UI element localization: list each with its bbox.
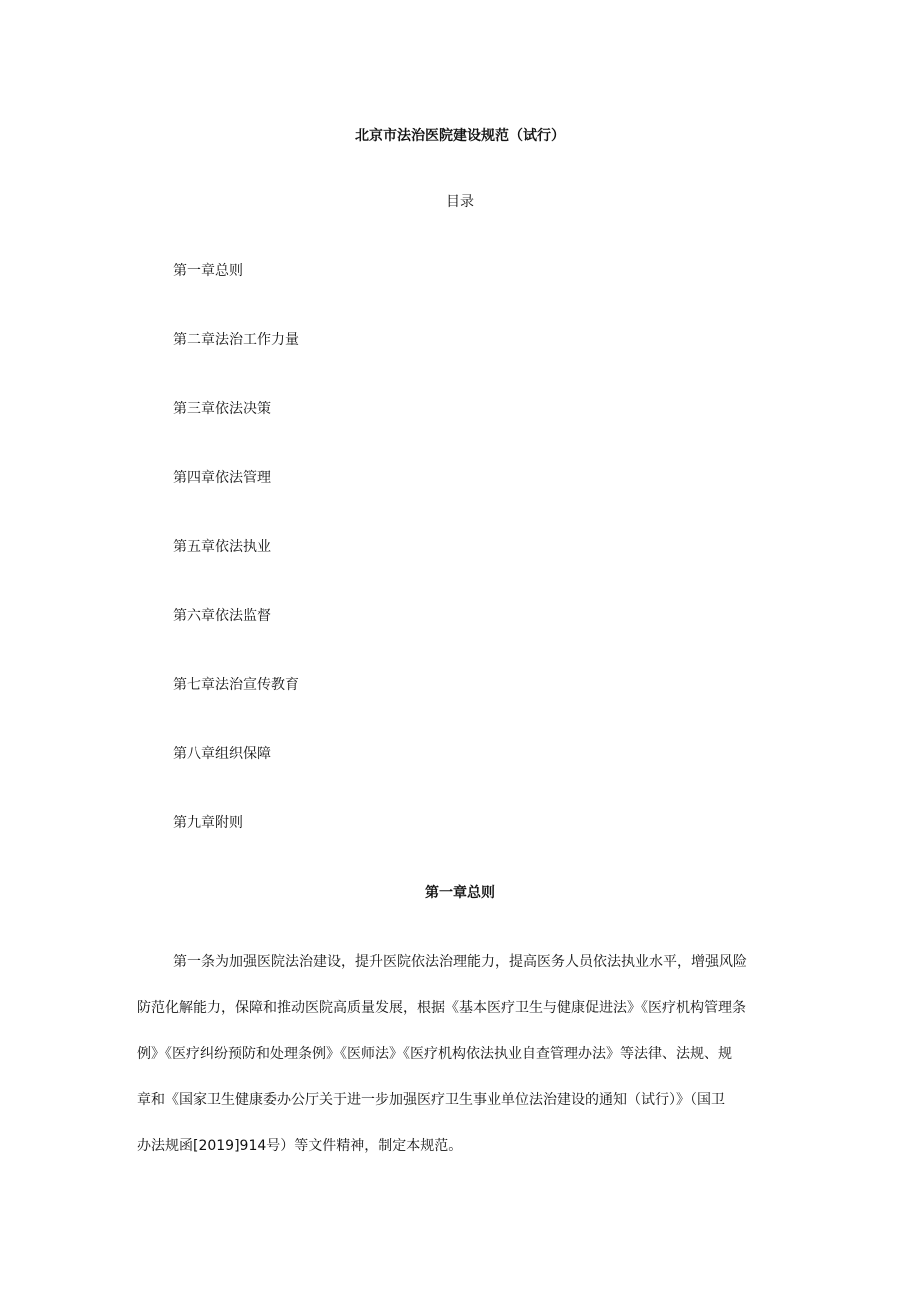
article-1-paragraph [137, 952, 785, 1182]
toc-heading: 目录 [446, 194, 474, 210]
toc-item-chapter-6: 第六章依法监督 [173, 608, 271, 624]
article-1-line: 办法规函[2019]914号）等文件精神，制定本规范。 [137, 1138, 463, 1154]
chapter-1-title: 第一章总则 [425, 885, 495, 901]
toc-item-chapter-2: 第二章法治工作力量 [173, 332, 299, 348]
toc-item-chapter-5: 第五章依法执业 [173, 539, 271, 555]
toc-item-chapter-8: 第八章组织保障 [173, 746, 271, 762]
article-1-line: 例》《医疗纠纷预防和处理条例》《医师法》《医疗机构依法执业自查管理办法》等法律、法规、规 [137, 1046, 732, 1062]
toc-item-chapter-7: 第七章法治宣传教育 [173, 677, 299, 693]
toc-item-chapter-4: 第四章依法管理 [173, 470, 271, 486]
toc-item-chapter-3: 第三章依法决策 [173, 401, 271, 417]
toc-item-chapter-1: 第一章总则 [173, 263, 243, 279]
article-1-line: 防范化解能力，保障和推动医院高质量发展，根据《基本医疗卫生与健康促进法》《医疗机构管理条 [137, 1000, 746, 1016]
document-title: 北京市法治医院建设规范（试行） [355, 128, 565, 144]
article-1-line: 第一条为加强医院法治建设，提升医院依法治理能力，提高医务人员依法执业水平，增强风险 [173, 954, 747, 970]
toc-item-chapter-9: 第九章附则 [173, 815, 243, 831]
article-1-line: 章和《国家卫生健康委办公厅关于进一步加强医疗卫生事业单位法治建设的通知（试行）》（国卫 [137, 1092, 725, 1108]
table-of-contents [173, 261, 299, 833]
